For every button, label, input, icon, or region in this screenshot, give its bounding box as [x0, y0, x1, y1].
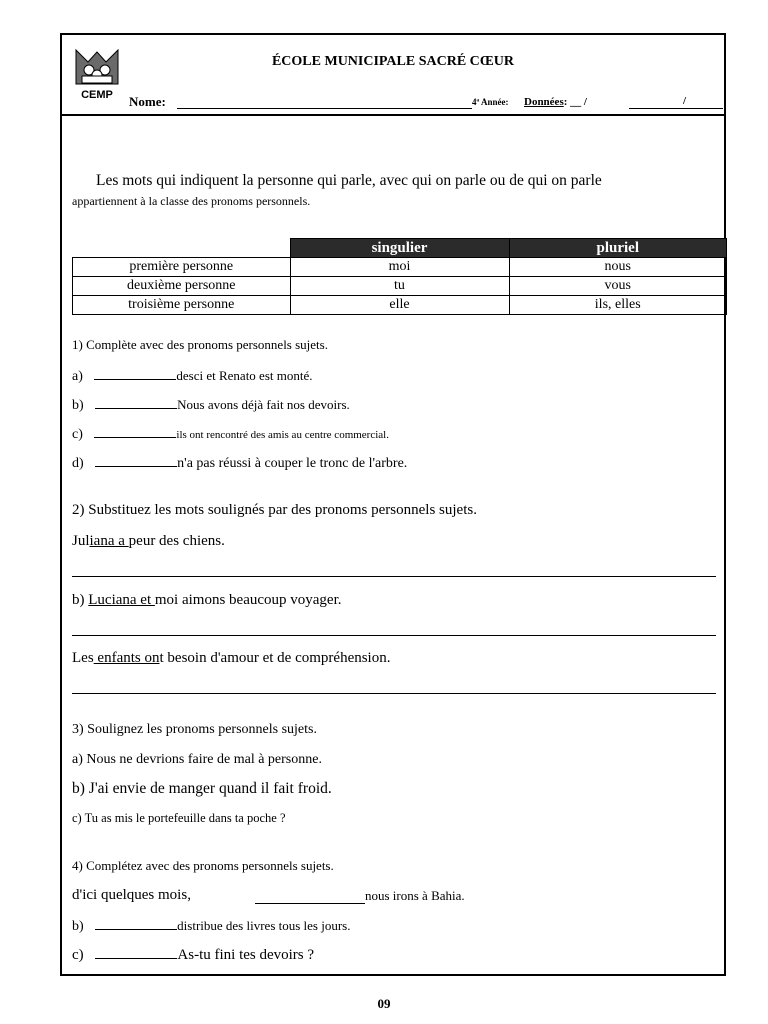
answer-blank[interactable]	[94, 367, 176, 380]
table-row	[73, 296, 727, 315]
date-slash: /	[683, 95, 687, 107]
exercise-1-title: 1) Complète avec des pronoms personnels sujets.	[72, 337, 328, 352]
exercise-1-item-c	[72, 425, 389, 443]
header-plural: pluriel	[509, 239, 727, 258]
exercise-3-item-c[interactable]: c) Tu as mis le portefeuille dans ta poche ?	[72, 811, 286, 825]
page-number: 09	[377, 996, 391, 1011]
underlined-words: enfants on	[93, 650, 160, 666]
plural-cell: nous	[509, 258, 727, 277]
table-row	[73, 258, 727, 277]
underlined-words: iana a	[89, 533, 129, 549]
sentence-text: d'ici quelques mois,	[72, 887, 191, 903]
sentence-text: t besoin d'amour et de compréhension.	[159, 650, 391, 666]
logo-text: CEMP	[81, 89, 113, 100]
table-header-row	[73, 239, 727, 258]
singular-cell: tu	[290, 277, 509, 296]
exercise-2-sentence-2	[72, 592, 342, 609]
answer-blank[interactable]	[95, 917, 177, 930]
table-row	[73, 277, 727, 296]
grade-label: 4ª Année:	[472, 97, 509, 107]
intro-line-2: appartiennent à la classe des pronoms personnels.	[72, 194, 311, 208]
exercise-1-item-a	[72, 367, 313, 385]
data-label-suffix: : __ /	[563, 96, 587, 108]
item-text: distribue des livres tous les jours.	[177, 918, 351, 933]
item-letter: c)	[72, 947, 84, 963]
answer-line[interactable]	[72, 635, 716, 636]
sentence-text: peur des chiens.	[128, 533, 225, 549]
sentence-text: b)	[72, 592, 89, 608]
person-cell: première personne	[73, 258, 291, 277]
school-name: ÉCOLE MUNICIPALE SACRÉ CŒUR	[271, 54, 515, 69]
plural-cell: ils, elles	[509, 296, 727, 315]
item-text: desci et Renato est monté.	[176, 368, 313, 383]
header-singular: singulier	[290, 239, 509, 258]
answer-line[interactable]	[72, 576, 716, 577]
exercise-4-title: 4) Complétez avec des pronoms personnels sujets.	[72, 858, 334, 873]
person-cell: troisième personne	[73, 296, 291, 315]
intro-line-1: Les mots qui indiquent la personne qui parle, avec qui on parle ou de qui on parle	[96, 172, 602, 189]
exercise-3-item-a[interactable]: a) Nous ne devrions faire de mal à personne.	[72, 752, 322, 767]
answer-blank[interactable]	[255, 903, 365, 904]
name-line	[177, 108, 472, 109]
header-separator	[60, 114, 726, 116]
item-letter: b)	[72, 398, 84, 413]
sentence-text: Jul	[72, 533, 90, 549]
exercise-2-sentence-1	[72, 533, 225, 550]
exercise-3-title: 3) Soulignez les pronoms personnels sujets.	[72, 722, 317, 737]
exercise-4-item-b	[72, 917, 351, 935]
sentence-text: Les	[72, 650, 94, 666]
exercise-2-title: 2) Substituez les mots soulignés par des pronoms personnels sujets.	[72, 502, 477, 518]
answer-blank[interactable]	[94, 425, 176, 438]
exercise-1-item-b	[72, 396, 350, 414]
answer-blank[interactable]	[95, 396, 177, 409]
singular-cell: elle	[290, 296, 509, 315]
item-text: Nous avons déjà fait nos devoirs.	[177, 397, 350, 412]
plural-cell: vous	[509, 277, 727, 296]
exercise-3-item-b[interactable]: b) J'ai envie de manger quand il fait froid.	[72, 780, 332, 797]
person-cell: deuxième personne	[73, 277, 291, 296]
exercise-1-item-d	[72, 454, 407, 472]
answer-blank[interactable]	[95, 454, 177, 467]
item-letter: a)	[72, 369, 83, 384]
item-text: n'a pas réussi à couper le tronc de l'arbre.	[177, 456, 408, 471]
answer-line[interactable]	[72, 693, 716, 694]
item-text: As-tu fini tes devoirs ?	[177, 947, 315, 963]
exercise-4-item-c	[72, 946, 314, 964]
answer-blank[interactable]	[95, 946, 177, 959]
singular-cell: moi	[290, 258, 509, 277]
exercise-2-sentence-3	[72, 650, 390, 667]
exercise-4-item-a	[72, 887, 191, 904]
sentence-text: nous irons à Bahia.	[365, 888, 465, 903]
underlined-words: Luciana et	[88, 592, 155, 608]
item-letter: c)	[72, 427, 83, 442]
data-label	[524, 96, 587, 108]
item-text: ils ont rencontré des amis au centre commercial.	[176, 429, 389, 441]
item-letter: d)	[72, 456, 84, 471]
pronoun-table	[72, 238, 727, 315]
name-label: Nome:	[129, 94, 166, 109]
date-line	[629, 108, 723, 109]
data-label-word: Données	[524, 96, 564, 108]
sentence-text: moi aimons beaucoup voyager.	[154, 592, 342, 608]
item-letter: b)	[72, 919, 84, 934]
